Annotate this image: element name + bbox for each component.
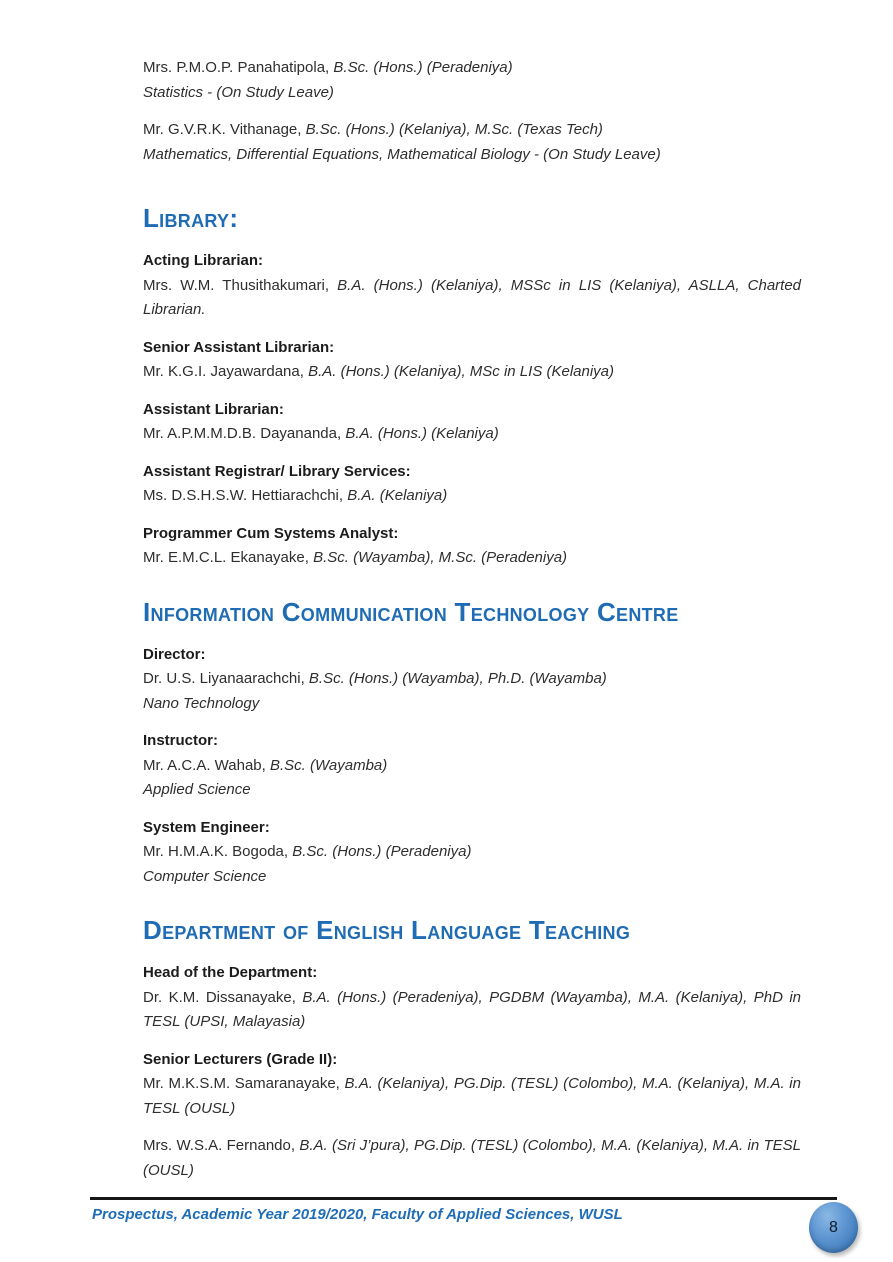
page-content — [143, 56, 801, 1196]
page-number-badge — [809, 1202, 858, 1253]
staff-name: Mr. H.M.A.K. Bogoda, — [143, 843, 289, 860]
staff-role: Senior Lecturers (Grade II): — [143, 1050, 338, 1068]
staff-entry — [143, 522, 801, 571]
staff-role: System Engineer: — [143, 818, 270, 836]
footer-divider — [90, 1197, 837, 1200]
staff-role: Assistant Registrar/ Library Services: — [143, 462, 411, 480]
staff-line — [143, 118, 801, 143]
footer-text: Prospectus, Academic Year 2019/2020, Faculty of Applied Sciences, WUSL — [92, 1206, 623, 1223]
staff-entry — [143, 816, 801, 890]
staff-quals: B.Sc. (Hons.) (Wayamba), Ph.D. (Wayamba) — [308, 670, 607, 687]
staff-name: Mr. E.M.C.L. Ekanayake, — [143, 549, 309, 566]
staff-quals: B.A. (Sri J’pura), PG.Dip. (TESL) (Colombo), M.A. (Kelaniya), M.A. in TESL (OUSL) — [143, 1137, 802, 1179]
staff-subject: Nano Technology — [143, 694, 260, 712]
staff-name: Mr. K.G.I. Jayawardana, — [143, 363, 304, 380]
staff-role: Programmer Cum Systems Analyst: — [143, 524, 399, 542]
staff-entry — [143, 249, 801, 323]
staff-line — [143, 56, 801, 81]
staff-line — [143, 986, 801, 1035]
staff-entry — [143, 118, 801, 167]
staff-name: Mr. G.V.R.K. Vithanage, — [143, 121, 302, 138]
staff-subject: Mathematics, Differential Equations, Mathematical Biology - (On Study Leave) — [143, 145, 661, 163]
staff-name: Dr. K.M. Dissanayake, — [143, 988, 296, 1006]
staff-quals: B.Sc. (Hons.) (Peradeniya) — [333, 59, 513, 76]
staff-quals: B.A. (Hons.) (Kelaniya), MSc in LIS (Kelaniya) — [308, 363, 615, 380]
staff-entry — [143, 1048, 801, 1122]
staff-name: Mrs. W.S.A. Fernando, — [143, 1137, 296, 1154]
staff-quals: B.A. (Kelaniya) — [347, 487, 448, 504]
staff-subject: Statistics - (On Study Leave) — [143, 83, 334, 101]
staff-role: Acting Librarian: — [143, 252, 264, 269]
staff-line — [143, 1072, 801, 1121]
staff-line — [143, 1134, 801, 1183]
staff-role: Director: — [143, 645, 206, 663]
staff-entry — [143, 643, 801, 717]
staff-subject: Applied Science — [143, 781, 251, 798]
staff-quals: B.Sc. (Wayamba) — [270, 756, 388, 774]
staff-line — [143, 840, 801, 865]
staff-entry — [143, 1134, 801, 1183]
staff-name: Ms. D.S.H.S.W. Hettiarachchi, — [143, 487, 344, 504]
staff-name: Mr. M.K.S.M. Samaranayake, — [143, 1075, 340, 1092]
section-title-ict-centre: Information Communication Technology Centre — [143, 596, 679, 627]
staff-quals: B.Sc. (Wayamba), M.Sc. (Peradeniya) — [313, 549, 568, 566]
section-title-library: Library: — [143, 203, 239, 233]
staff-entry — [143, 56, 801, 105]
staff-quals: B.Sc. (Hons.) (Kelaniya), M.Sc. (Texas Tech) — [305, 121, 603, 138]
staff-entry — [143, 336, 801, 385]
staff-quals: B.A. (Kelaniya), PG.Dip. (TESL) (Colombo), M.A. (Kelaniya), M.A. in TESL (OUSL) — [143, 1075, 801, 1117]
staff-quals: B.Sc. (Hons.) (Peradeniya) — [292, 843, 472, 860]
staff-name: Mr. A.P.M.M.D.B. Dayananda, — [143, 425, 342, 442]
staff-role: Head of the Department: — [143, 964, 318, 981]
staff-line — [143, 546, 801, 571]
staff-role: Instructor: — [143, 732, 218, 749]
staff-entry — [143, 460, 801, 509]
staff-entry — [143, 961, 801, 1035]
page-number: 8 — [829, 1218, 838, 1236]
staff-line — [143, 360, 801, 385]
staff-name: Mrs. P.M.O.P. Panahatipola, — [143, 59, 330, 76]
staff-line — [143, 274, 801, 323]
staff-line — [143, 667, 801, 692]
staff-entry — [143, 398, 801, 447]
staff-role: Assistant Librarian: — [143, 400, 284, 418]
staff-line — [143, 754, 801, 779]
staff-quals: B.A. (Hons.) (Kelaniya), MSSc in LIS (Kelaniya), ASLLA, Charted Librarian. — [143, 276, 802, 318]
staff-subject: Computer Science — [143, 867, 267, 885]
staff-quals: B.A. (Hons.) (Peradeniya), PGDBM (Wayamba), M.A. (Kelaniya), PhD in TESL (UPSI, Malayasia) — [143, 988, 802, 1030]
section-title-english-language-teaching: Department of English Language Teaching — [143, 915, 631, 945]
staff-entry — [143, 729, 801, 803]
staff-name: Mr. A.C.A. Wahab, — [143, 756, 266, 774]
staff-line — [143, 484, 801, 509]
staff-quals: B.A. (Hons.) (Kelaniya) — [345, 425, 499, 442]
staff-role: Senior Assistant Librarian: — [143, 338, 335, 356]
staff-line — [143, 422, 801, 447]
staff-name: Mrs. W.M. Thusithakumari, — [143, 276, 330, 294]
staff-name: Dr. U.S. Liyanaarachchi, — [143, 670, 305, 687]
